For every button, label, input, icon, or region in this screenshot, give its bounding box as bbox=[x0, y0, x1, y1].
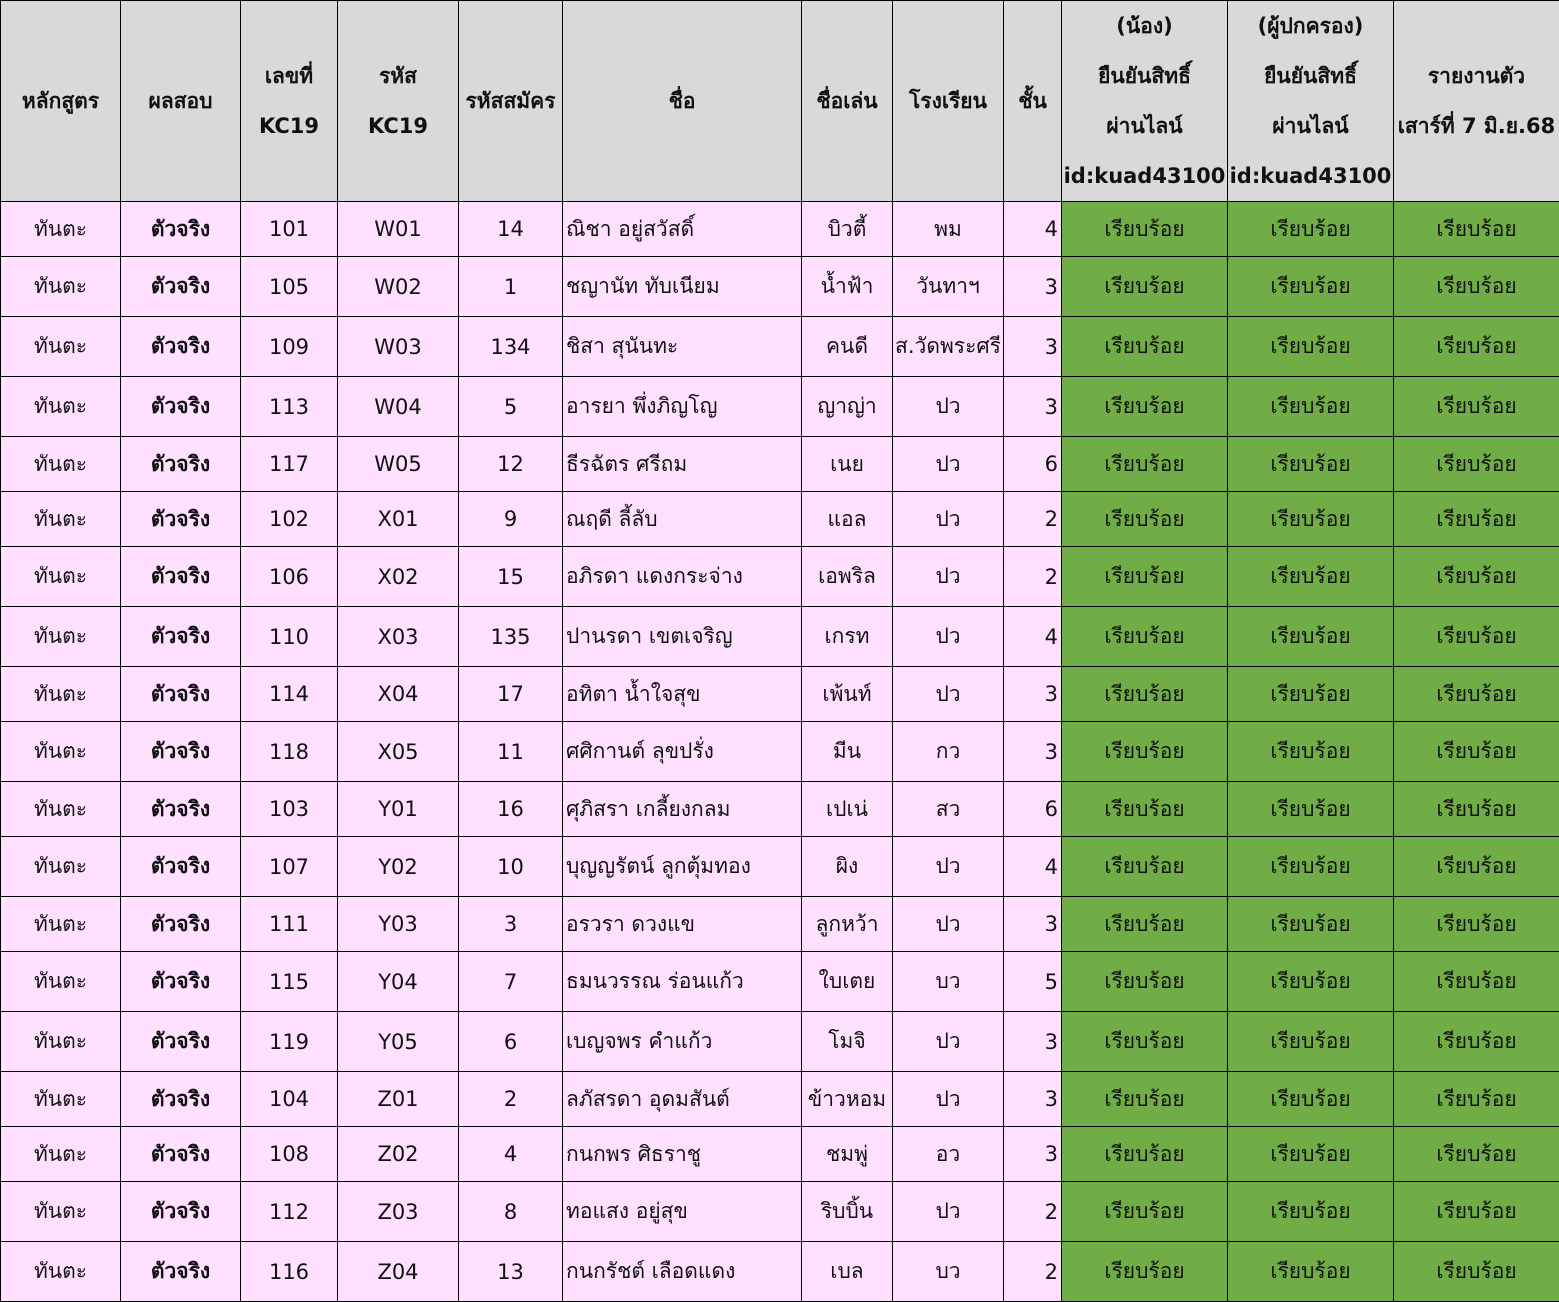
header-child-confirm: (น้อง) ยืนยันสิทธิ์ ผ่านไลน์ id:kuad43100 bbox=[1062, 1, 1228, 202]
cell-school: ปว bbox=[893, 897, 1004, 952]
cell-child-confirm: เรียบร้อย bbox=[1062, 377, 1228, 437]
cell-name: เบญจพร คำแก้ว bbox=[563, 1012, 802, 1072]
cell-course: ทันตะ bbox=[1, 1242, 121, 1302]
header-report: รายงานตัว เสาร์ที่ 7 มิ.ย.68 bbox=[1394, 1, 1559, 202]
cell-grade: 2 bbox=[1004, 547, 1062, 607]
cell-child-confirm: เรียบร้อย bbox=[1062, 897, 1228, 952]
cell-parent-confirm: เรียบร้อย bbox=[1228, 437, 1394, 492]
cell-apply-code: 1 bbox=[459, 257, 563, 317]
cell-report: เรียบร้อย bbox=[1394, 837, 1559, 897]
cell-course: ทันตะ bbox=[1, 202, 121, 257]
cell-school: ปว bbox=[893, 492, 1004, 547]
cell-course: ทันตะ bbox=[1, 667, 121, 722]
cell-nickname: ข้าวหอม bbox=[802, 1072, 893, 1127]
cell-school: บว bbox=[893, 1242, 1004, 1302]
table-row bbox=[1, 202, 1559, 257]
cell-name: ศุภิสรา เกลี้ยงกลม bbox=[563, 782, 802, 837]
table-row bbox=[1, 667, 1559, 722]
cell-name: ชิสา สุนันทะ bbox=[563, 317, 802, 377]
cell-nickname: เบล bbox=[802, 1242, 893, 1302]
cell-number: 110 bbox=[241, 607, 338, 667]
cell-apply-code: 6 bbox=[459, 1012, 563, 1072]
cell-name: กนกรัชต์ เลือดแดง bbox=[563, 1242, 802, 1302]
cell-report: เรียบร้อย bbox=[1394, 952, 1559, 1012]
cell-name: ธีรฉัตร ศรีถม bbox=[563, 437, 802, 492]
cell-apply-code: 10 bbox=[459, 837, 563, 897]
cell-child-confirm: เรียบร้อย bbox=[1062, 722, 1228, 782]
cell-course: ทันตะ bbox=[1, 437, 121, 492]
cell-course: ทันตะ bbox=[1, 1127, 121, 1182]
cell-code: X03 bbox=[338, 607, 459, 667]
cell-name: ลภัสรดา อุดมสันต์ bbox=[563, 1072, 802, 1127]
cell-number: 103 bbox=[241, 782, 338, 837]
cell-child-confirm: เรียบร้อย bbox=[1062, 1242, 1228, 1302]
cell-course: ทันตะ bbox=[1, 837, 121, 897]
cell-result: ตัวจริง bbox=[121, 1242, 241, 1302]
cell-school: ปว bbox=[893, 437, 1004, 492]
cell-code: X05 bbox=[338, 722, 459, 782]
cell-result: ตัวจริง bbox=[121, 202, 241, 257]
cell-grade: 3 bbox=[1004, 1072, 1062, 1127]
cell-number: 102 bbox=[241, 492, 338, 547]
cell-parent-confirm: เรียบร้อย bbox=[1228, 952, 1394, 1012]
cell-name: อทิตา น้ำใจสุข bbox=[563, 667, 802, 722]
table-row bbox=[1, 722, 1559, 782]
cell-parent-confirm: เรียบร้อย bbox=[1228, 317, 1394, 377]
cell-number: 105 bbox=[241, 257, 338, 317]
cell-grade: 4 bbox=[1004, 837, 1062, 897]
cell-code: Y01 bbox=[338, 782, 459, 837]
cell-number: 118 bbox=[241, 722, 338, 782]
header-apply-code: รหัสสมัคร bbox=[459, 1, 563, 202]
cell-report: เรียบร้อย bbox=[1394, 257, 1559, 317]
cell-name: กนกพร ศิธราชู bbox=[563, 1127, 802, 1182]
cell-code: Z04 bbox=[338, 1242, 459, 1302]
cell-course: ทันตะ bbox=[1, 897, 121, 952]
cell-result: ตัวจริง bbox=[121, 1072, 241, 1127]
cell-grade: 3 bbox=[1004, 667, 1062, 722]
cell-parent-confirm: เรียบร้อย bbox=[1228, 897, 1394, 952]
cell-course: ทันตะ bbox=[1, 722, 121, 782]
cell-child-confirm: เรียบร้อย bbox=[1062, 437, 1228, 492]
cell-parent-confirm: เรียบร้อย bbox=[1228, 1072, 1394, 1127]
cell-result: ตัวจริง bbox=[121, 1012, 241, 1072]
cell-child-confirm: เรียบร้อย bbox=[1062, 667, 1228, 722]
cell-course: ทันตะ bbox=[1, 492, 121, 547]
cell-parent-confirm: เรียบร้อย bbox=[1228, 1012, 1394, 1072]
cell-parent-confirm: เรียบร้อย bbox=[1228, 607, 1394, 667]
cell-child-confirm: เรียบร้อย bbox=[1062, 492, 1228, 547]
cell-nickname: เพ้นท์ bbox=[802, 667, 893, 722]
cell-child-confirm: เรียบร้อย bbox=[1062, 547, 1228, 607]
cell-apply-code: 9 bbox=[459, 492, 563, 547]
cell-name: ณฤดี ลี้ลับ bbox=[563, 492, 802, 547]
header-nickname: ชื่อเล่น bbox=[802, 1, 893, 202]
table-body bbox=[1, 202, 1559, 1302]
cell-grade: 3 bbox=[1004, 317, 1062, 377]
table-row bbox=[1, 257, 1559, 317]
cell-parent-confirm: เรียบร้อย bbox=[1228, 1182, 1394, 1242]
table-row bbox=[1, 837, 1559, 897]
header-grade: ชั้น bbox=[1004, 1, 1062, 202]
cell-result: ตัวจริง bbox=[121, 1182, 241, 1242]
table-row bbox=[1, 492, 1559, 547]
cell-name: ธมนวรรณ ร่อนแก้ว bbox=[563, 952, 802, 1012]
cell-report: เรียบร้อย bbox=[1394, 1072, 1559, 1127]
cell-course: ทันตะ bbox=[1, 257, 121, 317]
cell-report: เรียบร้อย bbox=[1394, 317, 1559, 377]
table-row bbox=[1, 377, 1559, 437]
cell-nickname: แอล bbox=[802, 492, 893, 547]
cell-nickname: คนดี bbox=[802, 317, 893, 377]
cell-nickname: มีน bbox=[802, 722, 893, 782]
cell-result: ตัวจริง bbox=[121, 667, 241, 722]
cell-apply-code: 134 bbox=[459, 317, 563, 377]
cell-report: เรียบร้อย bbox=[1394, 202, 1559, 257]
cell-apply-code: 3 bbox=[459, 897, 563, 952]
cell-nickname: ลูกหว้า bbox=[802, 897, 893, 952]
cell-school: ปว bbox=[893, 1182, 1004, 1242]
table-row bbox=[1, 317, 1559, 377]
cell-course: ทันตะ bbox=[1, 952, 121, 1012]
cell-grade: 4 bbox=[1004, 202, 1062, 257]
cell-apply-code: 12 bbox=[459, 437, 563, 492]
cell-grade: 2 bbox=[1004, 1242, 1062, 1302]
cell-result: ตัวจริง bbox=[121, 722, 241, 782]
cell-course: ทันตะ bbox=[1, 1182, 121, 1242]
cell-parent-confirm: เรียบร้อย bbox=[1228, 782, 1394, 837]
cell-report: เรียบร้อย bbox=[1394, 377, 1559, 437]
cell-number: 117 bbox=[241, 437, 338, 492]
cell-school: วันทาฯ bbox=[893, 257, 1004, 317]
cell-school: ปว bbox=[893, 1012, 1004, 1072]
cell-code: Y04 bbox=[338, 952, 459, 1012]
cell-parent-confirm: เรียบร้อย bbox=[1228, 722, 1394, 782]
cell-report: เรียบร้อย bbox=[1394, 1012, 1559, 1072]
cell-nickname: โมจิ bbox=[802, 1012, 893, 1072]
cell-child-confirm: เรียบร้อย bbox=[1062, 1072, 1228, 1127]
cell-number: 112 bbox=[241, 1182, 338, 1242]
cell-nickname: บิวตี้ bbox=[802, 202, 893, 257]
cell-result: ตัวจริง bbox=[121, 952, 241, 1012]
cell-report: เรียบร้อย bbox=[1394, 782, 1559, 837]
cell-parent-confirm: เรียบร้อย bbox=[1228, 257, 1394, 317]
cell-parent-confirm: เรียบร้อย bbox=[1228, 1127, 1394, 1182]
cell-code: W04 bbox=[338, 377, 459, 437]
cell-parent-confirm: เรียบร้อย bbox=[1228, 837, 1394, 897]
cell-nickname: ผิง bbox=[802, 837, 893, 897]
cell-child-confirm: เรียบร้อย bbox=[1062, 1012, 1228, 1072]
cell-number: 107 bbox=[241, 837, 338, 897]
cell-result: ตัวจริง bbox=[121, 257, 241, 317]
header-course: หลักสูตร bbox=[1, 1, 121, 202]
cell-school: พม bbox=[893, 202, 1004, 257]
cell-grade: 2 bbox=[1004, 492, 1062, 547]
header-row bbox=[1, 1, 1559, 202]
cell-school: ปว bbox=[893, 667, 1004, 722]
cell-report: เรียบร้อย bbox=[1394, 492, 1559, 547]
cell-name: ชญานัท ทับเนียม bbox=[563, 257, 802, 317]
cell-school: ปว bbox=[893, 1072, 1004, 1127]
cell-grade: 3 bbox=[1004, 377, 1062, 437]
cell-nickname: ชมพู่ bbox=[802, 1127, 893, 1182]
table-row bbox=[1, 437, 1559, 492]
cell-result: ตัวจริง bbox=[121, 607, 241, 667]
cell-child-confirm: เรียบร้อย bbox=[1062, 1127, 1228, 1182]
cell-code: W02 bbox=[338, 257, 459, 317]
cell-name: อภิรดา แดงกระจ่าง bbox=[563, 547, 802, 607]
cell-parent-confirm: เรียบร้อย bbox=[1228, 492, 1394, 547]
cell-nickname: เนย bbox=[802, 437, 893, 492]
cell-report: เรียบร้อย bbox=[1394, 547, 1559, 607]
header-school: โรงเรียน bbox=[893, 1, 1004, 202]
cell-child-confirm: เรียบร้อย bbox=[1062, 952, 1228, 1012]
cell-apply-code: 14 bbox=[459, 202, 563, 257]
cell-code: Y05 bbox=[338, 1012, 459, 1072]
cell-result: ตัวจริง bbox=[121, 492, 241, 547]
cell-result: ตัวจริง bbox=[121, 897, 241, 952]
cell-result: ตัวจริง bbox=[121, 837, 241, 897]
cell-school: ปว bbox=[893, 607, 1004, 667]
cell-grade: 3 bbox=[1004, 1127, 1062, 1182]
table-row bbox=[1, 952, 1559, 1012]
cell-number: 113 bbox=[241, 377, 338, 437]
cell-code: W03 bbox=[338, 317, 459, 377]
cell-number: 115 bbox=[241, 952, 338, 1012]
table-row bbox=[1, 1072, 1559, 1127]
cell-result: ตัวจริง bbox=[121, 782, 241, 837]
cell-number: 119 bbox=[241, 1012, 338, 1072]
cell-number: 108 bbox=[241, 1127, 338, 1182]
cell-number: 109 bbox=[241, 317, 338, 377]
cell-parent-confirm: เรียบร้อย bbox=[1228, 667, 1394, 722]
cell-nickname: น้ำฟ้า bbox=[802, 257, 893, 317]
cell-name: ศศิกานต์ ลุขปรั่ง bbox=[563, 722, 802, 782]
cell-report: เรียบร้อย bbox=[1394, 722, 1559, 782]
cell-school: ปว bbox=[893, 547, 1004, 607]
cell-apply-code: 15 bbox=[459, 547, 563, 607]
cell-code: Y02 bbox=[338, 837, 459, 897]
table-row bbox=[1, 1242, 1559, 1302]
table-row bbox=[1, 1127, 1559, 1182]
cell-apply-code: 7 bbox=[459, 952, 563, 1012]
cell-nickname: ญาญ่า bbox=[802, 377, 893, 437]
cell-report: เรียบร้อย bbox=[1394, 437, 1559, 492]
cell-apply-code: 17 bbox=[459, 667, 563, 722]
cell-name: บุญญรัตน์ ลูกตุ้มทอง bbox=[563, 837, 802, 897]
cell-apply-code: 2 bbox=[459, 1072, 563, 1127]
cell-grade: 6 bbox=[1004, 782, 1062, 837]
cell-number: 106 bbox=[241, 547, 338, 607]
cell-course: ทันตะ bbox=[1, 317, 121, 377]
cell-school: ส.วัดพระศรี bbox=[893, 317, 1004, 377]
cell-apply-code: 5 bbox=[459, 377, 563, 437]
cell-code: Z02 bbox=[338, 1127, 459, 1182]
cell-nickname: ใบเตย bbox=[802, 952, 893, 1012]
table-row bbox=[1, 897, 1559, 952]
cell-grade: 2 bbox=[1004, 1182, 1062, 1242]
cell-grade: 4 bbox=[1004, 607, 1062, 667]
cell-grade: 3 bbox=[1004, 257, 1062, 317]
cell-course: ทันตะ bbox=[1, 377, 121, 437]
cell-report: เรียบร้อย bbox=[1394, 1182, 1559, 1242]
header-code: รหัส KC19 bbox=[338, 1, 459, 202]
cell-parent-confirm: เรียบร้อย bbox=[1228, 1242, 1394, 1302]
header-number: เลขที่ KC19 bbox=[241, 1, 338, 202]
cell-name: อารยา พึ่งภิญโญ bbox=[563, 377, 802, 437]
cell-school: กว bbox=[893, 722, 1004, 782]
cell-course: ทันตะ bbox=[1, 782, 121, 837]
cell-nickname: เกรท bbox=[802, 607, 893, 667]
cell-code: X04 bbox=[338, 667, 459, 722]
cell-code: X02 bbox=[338, 547, 459, 607]
cell-result: ตัวจริง bbox=[121, 547, 241, 607]
cell-grade: 3 bbox=[1004, 722, 1062, 782]
cell-number: 116 bbox=[241, 1242, 338, 1302]
cell-report: เรียบร้อย bbox=[1394, 667, 1559, 722]
cell-parent-confirm: เรียบร้อย bbox=[1228, 202, 1394, 257]
cell-grade: 6 bbox=[1004, 437, 1062, 492]
cell-apply-code: 13 bbox=[459, 1242, 563, 1302]
table-row bbox=[1, 607, 1559, 667]
cell-child-confirm: เรียบร้อย bbox=[1062, 607, 1228, 667]
cell-code: X01 bbox=[338, 492, 459, 547]
cell-name: ณิชา อยู่สวัสดิ์ bbox=[563, 202, 802, 257]
cell-nickname: เปเน่ bbox=[802, 782, 893, 837]
cell-apply-code: 135 bbox=[459, 607, 563, 667]
cell-code: Y03 bbox=[338, 897, 459, 952]
cell-child-confirm: เรียบร้อย bbox=[1062, 837, 1228, 897]
cell-parent-confirm: เรียบร้อย bbox=[1228, 547, 1394, 607]
cell-grade: 3 bbox=[1004, 897, 1062, 952]
cell-child-confirm: เรียบร้อย bbox=[1062, 202, 1228, 257]
cell-apply-code: 11 bbox=[459, 722, 563, 782]
cell-apply-code: 4 bbox=[459, 1127, 563, 1182]
table-row bbox=[1, 782, 1559, 837]
cell-school: บว bbox=[893, 952, 1004, 1012]
cell-result: ตัวจริง bbox=[121, 377, 241, 437]
cell-code: W05 bbox=[338, 437, 459, 492]
cell-school: ปว bbox=[893, 837, 1004, 897]
cell-report: เรียบร้อย bbox=[1394, 607, 1559, 667]
header-parent-confirm: (ผู้ปกครอง) ยืนยันสิทธิ์ ผ่านไลน์ id:kuad43100 bbox=[1228, 1, 1394, 202]
cell-course: ทันตะ bbox=[1, 1012, 121, 1072]
cell-school: สว bbox=[893, 782, 1004, 837]
cell-nickname: เอพริล bbox=[802, 547, 893, 607]
cell-name: อรวรา ดวงแข bbox=[563, 897, 802, 952]
cell-number: 114 bbox=[241, 667, 338, 722]
cell-child-confirm: เรียบร้อย bbox=[1062, 1182, 1228, 1242]
cell-code: W01 bbox=[338, 202, 459, 257]
cell-course: ทันตะ bbox=[1, 1072, 121, 1127]
cell-report: เรียบร้อย bbox=[1394, 897, 1559, 952]
cell-result: ตัวจริง bbox=[121, 437, 241, 492]
cell-school: อว bbox=[893, 1127, 1004, 1182]
cell-school: ปว bbox=[893, 377, 1004, 437]
table-row bbox=[1, 547, 1559, 607]
cell-name: ทอแสง อยู่สุข bbox=[563, 1182, 802, 1242]
cell-code: Z03 bbox=[338, 1182, 459, 1242]
header-name: ชื่อ bbox=[563, 1, 802, 202]
table-row bbox=[1, 1182, 1559, 1242]
table-row bbox=[1, 1012, 1559, 1072]
cell-report: เรียบร้อย bbox=[1394, 1127, 1559, 1182]
cell-apply-code: 16 bbox=[459, 782, 563, 837]
header-result: ผลสอบ bbox=[121, 1, 241, 202]
cell-grade: 3 bbox=[1004, 1012, 1062, 1072]
cell-child-confirm: เรียบร้อย bbox=[1062, 782, 1228, 837]
cell-child-confirm: เรียบร้อย bbox=[1062, 317, 1228, 377]
cell-parent-confirm: เรียบร้อย bbox=[1228, 377, 1394, 437]
cell-report: เรียบร้อย bbox=[1394, 1242, 1559, 1302]
cell-child-confirm: เรียบร้อย bbox=[1062, 257, 1228, 317]
cell-grade: 5 bbox=[1004, 952, 1062, 1012]
cell-result: ตัวจริง bbox=[121, 317, 241, 377]
cell-number: 111 bbox=[241, 897, 338, 952]
cell-nickname: ริบบิ้น bbox=[802, 1182, 893, 1242]
cell-code: Z01 bbox=[338, 1072, 459, 1127]
cell-result: ตัวจริง bbox=[121, 1127, 241, 1182]
cell-number: 104 bbox=[241, 1072, 338, 1127]
cell-course: ทันตะ bbox=[1, 547, 121, 607]
cell-course: ทันตะ bbox=[1, 607, 121, 667]
cell-name: ปานรดา เขตเจริญ bbox=[563, 607, 802, 667]
cell-number: 101 bbox=[241, 202, 338, 257]
cell-apply-code: 8 bbox=[459, 1182, 563, 1242]
